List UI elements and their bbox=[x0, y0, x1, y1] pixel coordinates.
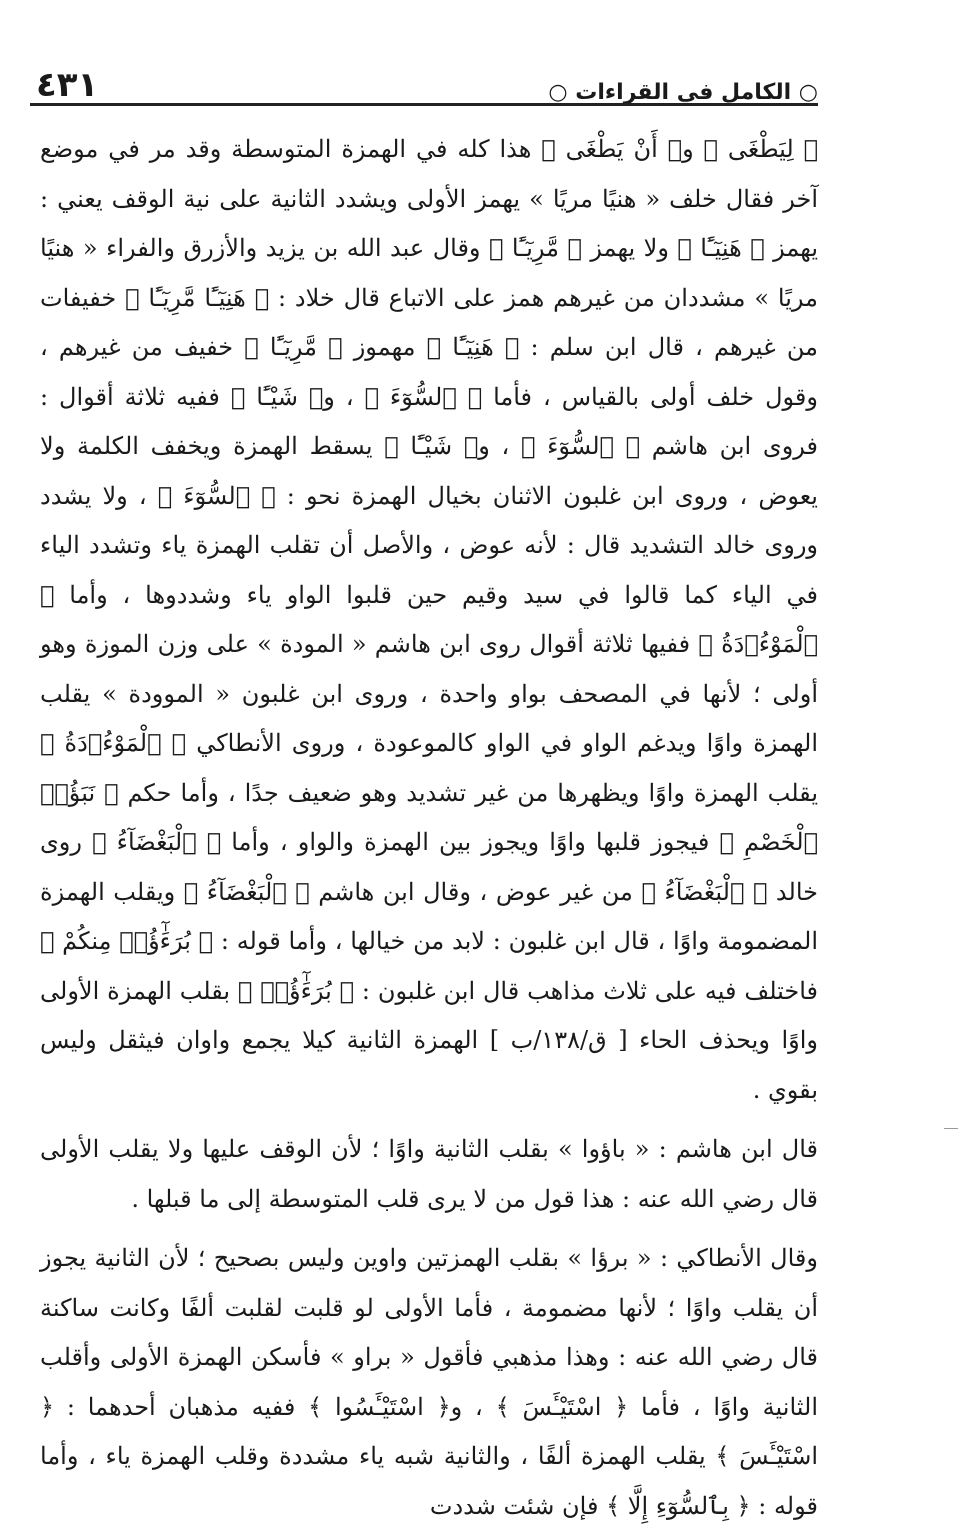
paragraph-1: ﴿ لِيَطْغَى ﴾ و﴿ أَنْ يَطْغَى ﴾ هذا كله في الهمزة المتوسطة وقد مر في موضع آخر فقال خلف « هنيًا مريًا » يهمز الأولى ويشدد الثانية على نية الوقف يعني : يهمز ﴿ هَنِيٓـًٔا ﴾ ولا يهمز ﴿ مَّرِيٓـًٔا ﴾ وقال عبد الله بن يزيد والأزرق والفراء « هنيًا مريًا » مشددان من غيرهم همز على الاتباع قال خلاد : ﴿ هَنِيٓـًٔا مَّرِيٓـًٔا ﴾ خفيفات من غيرهم ، قال ابن سلم : ﴿ هَنِيٓـًٔا ﴾ مهموز ﴿ مَّرِيٓـًٔا ﴾ خفيف من غيرهم ، وقول خلف أولى بالقياس ، فأما ﴿ ٱلسُّوٓءَ ﴾ ، و﴿ شَيْـًٔا ﴾ ففيه ثلاثة أقوال : فروى ابن هاشم ﴿ ٱلسُّوٓءَ ﴾ ، و﴿ شَيْـًٔا ﴾ يسقط الهمزة ويخفف الكلمة ولا يعوض ، وروى ابن غلبون الاثنان بخيال الهمزة نحو : ﴿ ٱلسُّوٓءَ ﴾ ، ولا يشدد وروى خالد التشديد قال : لأنه عوض ، والأصل أن تقلب الهمزة ياء وتشدد الياء في الياء كما قالوا في سيد وقيم حين قلبوا الواو ياء وشددوها ، وأما ﴿ ٱلْمَوْءُۥدَةُ ﴾ ففيها ثلاثة أقوال روى ابن هاشم « المودة » على وزن الموزة وهو أولى ؛ لأنها في المصحف بواو واحدة ، وروى ابن غلبون « الموودة » يقلب الهمزة واوًا ويدغم الواو في الواو كالموعودة ، وروى الأنطاكي ﴿ ٱلْمَوْءُۥدَةُ ﴾ يقلب الهمزة واوًا ويظهرها من غير تشديد وهو ضعيف جدًا ، وأما حكم ﴿ نَبَؤُا۟ ٱلْخَصْمِ ﴾ فيجوز قلبها واوًا ويجوز بين الهمزة والواو ، وأما ﴿ ٱلْبَغْضَآءُ ﴾ روى خالد ﴿ ٱلْبَغْضَآءُ ﴾ من غير عوض ، وقال ابن هاشم ﴿ ٱلْبَغْضَآءُ ﴾ ويقلب الهمزة المضمومة واوًا ، قال ابن غلبون : لابد من خيالها ، وأما قوله : ﴿ بُرَءَٰٓؤُا۟ مِنكُمْ ﴾ فاختلف فيه على ثلاث مذاهب قال ابن غلبون : ﴿ بُرَءَٰٓؤُا۟ ﴾ بقلب الهمزة الأولى واوًا ويحذف الحاء [ ق/١٣٨/ب ] الهمزة الثانية كيلا يجمع واوان فيثقل وليس بقوي . bbox=[40, 135, 819, 1104]
page-body bbox=[40, 125, 818, 1531]
running-title: ○ الكامل في القراءات ○ bbox=[548, 80, 818, 105]
paragraph-3: وقال الأنطاكي : « برؤا » بقلب الهمزتين واوين وليس بصحيح ؛ لأن الثانية يجوز أن يقلب واوًا ؛ لأنها مضمومة ، فأما الأولى لو قلبت لقلبت ألفًا وكانت ساكنة قال رضي الله عنه : وهذا مذهبي فأقول « براو » فأسكن الهمزة الأولى وأقلب الثانية واوًا ، فأما ﴿ اسْتَيْـَٔسَ ﴾ ، و﴿ اسْتَيْـَٔسُوا ﴾ ففيه مذهبان أحدهما : ﴿ اسْتَيْـَٔسَ ﴾ يقلب الهمزة ألفًا ، والثانية شبه ياء مشددة وقلب الهمزة ياء ، وأما قوله : ﴿ بِٱلسُّوٓءِ إِلَّا ﴾ فإن شئت شددت bbox=[40, 1244, 819, 1520]
page-header bbox=[30, 55, 818, 105]
header-rule bbox=[30, 103, 818, 106]
margin-mark bbox=[944, 1128, 958, 1129]
paragraph-2: قال ابن هاشم : « باؤوا » بقلب الثانية واوًا ؛ لأن الوقف عليها ولا يقلب الأولى قال رضي الله عنه : هذا قول من لا يرى قلب المتوسطة إلى ما قبلها . bbox=[40, 1135, 818, 1213]
page-number: ٤٣١ bbox=[36, 65, 99, 105]
